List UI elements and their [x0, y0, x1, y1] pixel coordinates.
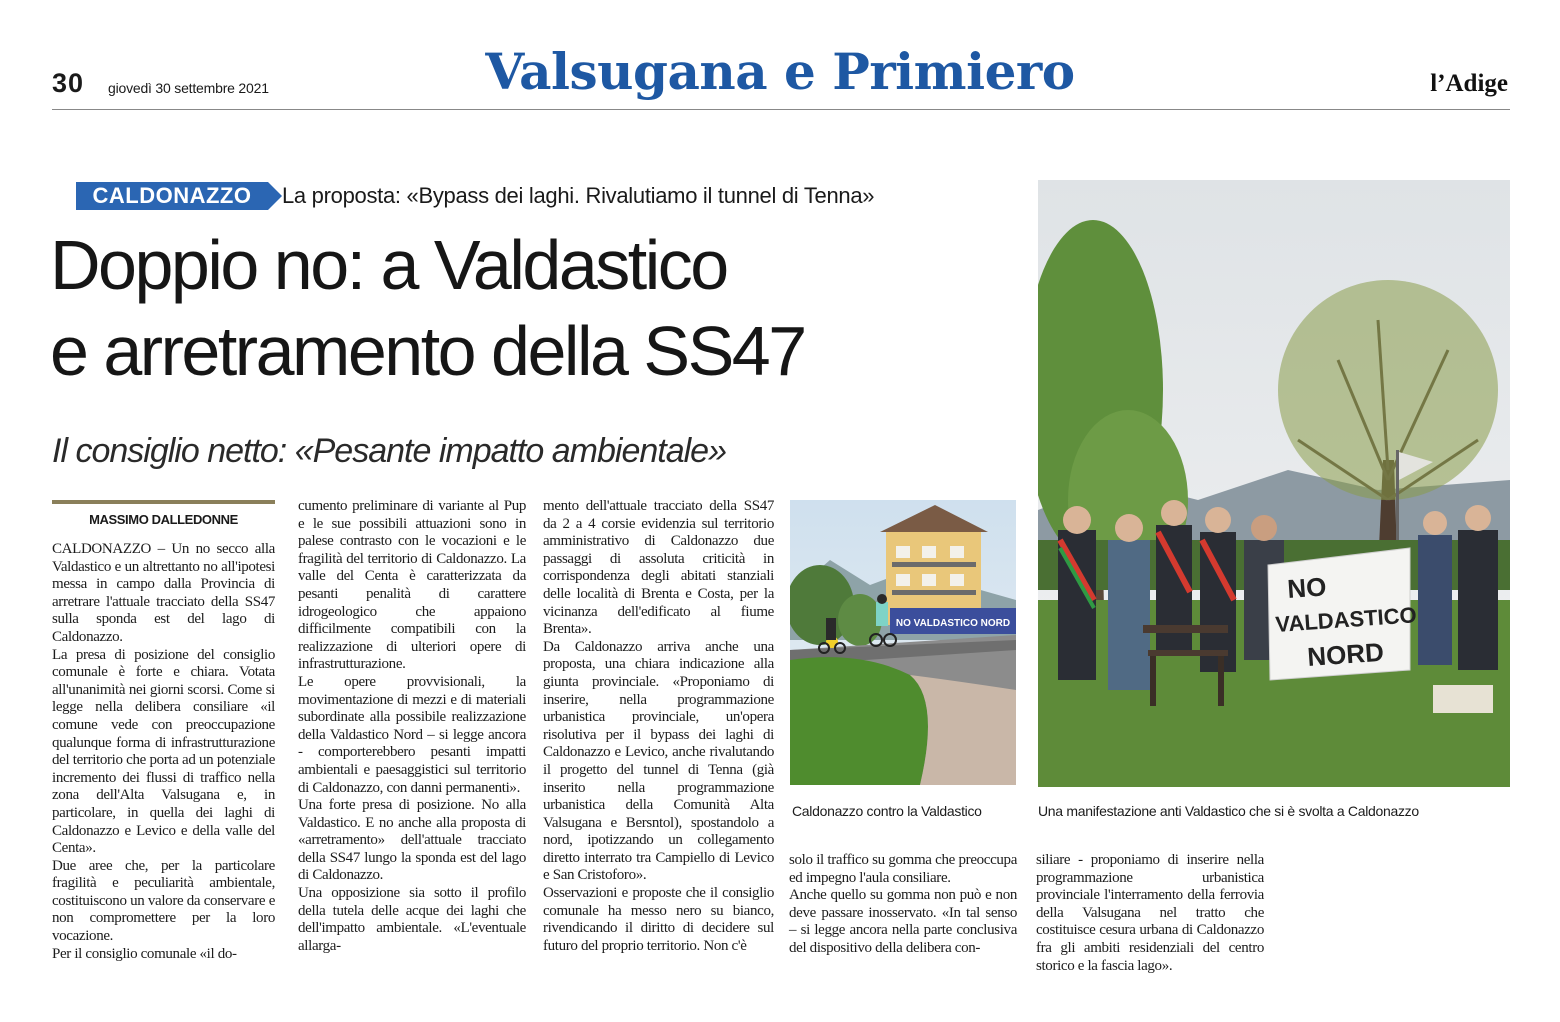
article-column-2 [298, 498, 526, 955]
article-column-3 [543, 498, 774, 955]
kicker-tag-label: CALDONAZZO [92, 183, 252, 208]
photo-caption-2: Una manifestazione anti Valdastico che si è svolta a Caldonazzo [1038, 803, 1419, 819]
banner-text-line-2: VALDASTICO [1274, 602, 1418, 637]
paragraph: cumento preliminare di variante al Pup e le sue possibili attuazioni sono in palese contrasto con le vocazioni e le fragilità del territorio di Caldonazzo. La valle del Centa è caratterizzata da pesanti penalità di carattere idrogeologico che appaiono difficilmente compatibili con la realizzazione di ulteriori opere di infrastrutturazione. [298, 498, 526, 673]
banner-text-line-1: NO [1286, 571, 1328, 604]
photo-caption-1: Caldonazzo contro la Valdastico [792, 803, 982, 819]
photo-cyclists-illustration [790, 500, 1016, 785]
page-date: giovedì 30 settembre 2021 [108, 80, 269, 96]
article-column-4 [789, 852, 1017, 958]
section-title: Valsugana e Primiero [485, 42, 1075, 101]
byline: MASSIMO DALLEDONNE [89, 512, 238, 527]
subheadline: Il consiglio netto: «Pesante impatto ambientale» [52, 432, 727, 470]
paragraph: Una forte presa di posizione. No alla Valdastico. E no anche alla proposta di «arretramento» dell'attuale tracciato della SS47 lungo la sponda est del lago di Caldonazzo. [298, 797, 526, 884]
header-divider [52, 109, 1510, 110]
paragraph: Le opere provvisionali, la movimentazione di mezzi e di materiali subordinate alla possibile realizzazione della Valdastico Nord – si legge ancora - comporterebbero pesanti impatti ambientali e paesaggistici sul territorio di Caldonazzo, con danni permanenti». [298, 673, 526, 796]
banner-text-line-3: NORD [1306, 636, 1385, 672]
article-column-5 [1036, 852, 1264, 975]
paragraph: Per il consiglio comunale «il do- [52, 945, 237, 962]
paragraph: Da Caldonazzo arriva anche una proposta, una chiara indicazione alla giunta provinciale. «Proponiamo di inserire, nella programmazione urbanistica provinciale, un'opera risolutiva per il bypass dei laghi di Caldonazzo e Levico, anche rivalutando il progetto del tunnel di Tenna (già inserito nella programmazione urbanistica della Comunità Alta Valsugana e Bersntol), spostandolo a nord, ipotizzando un collegamento diretto interrato tra Campiello di Levico e San Cristoforo». [543, 638, 774, 884]
photo-protest-illustration [1038, 180, 1510, 787]
paragraph: solo il traffico su gomma che preoccupa ed impegno l'aula consiliare. [789, 852, 1017, 886]
article-column-1 [52, 541, 275, 963]
paragraph: Osservazioni e proposte che il consiglio comunale ha messo nero su bianco, rivendicando il diritto di decidere sul futuro del proprio territorio. Non c'è [543, 885, 774, 954]
headline-line-2: e arretramento della SS47 [50, 312, 805, 390]
paragraph: Due aree che, per la particolare fragilità e peculiarità ambientale, costituiscono un valore da conservare e non compromettere per la loro vocazione. [52, 857, 275, 945]
paragraph: Anche quello su gomma non può e non deve passare inosservato. «In tal senso – si legge ancora nella parte conclusiva del dispositivo della delibera con- [789, 887, 1017, 956]
newspaper-logo: l’Adige [1430, 70, 1508, 97]
paragraph: mento dell'attuale tracciato della SS47 da 2 a 4 corsie evidenzia sul territorio amministrativo di Caldonazzo due passaggi di assoluta criticità in corrispondenza degli abitati stanziali delle località di Brenta e Costa, per la vicinanza dell'edificato al fiume Brenta». [543, 498, 774, 638]
paragraph: La presa di posizione del consiglio comunale è forte e chiara. Votata all'unanimità nei giorni scorsi. Come si legge nella delibera consiliare «il comune vede con preoccupazione qualunque forma di infrastrutturazione del territorio che porta ad un potenziale incremento dei flussi di traffico nella zona dell'Alta Valsugana e, in particolare, in quella dei laghi di Caldonazzo e Levico e della valle del Centa». [52, 646, 275, 857]
photo-sign-text: NO VALDASTICO NORD [895, 618, 1011, 629]
page-number: 30 [52, 68, 85, 98]
kicker-text: La proposta: «Bypass dei laghi. Rivalutiamo il tunnel di Tenna» [282, 183, 875, 208]
headline-line-1: Doppio no: a Valdastico [50, 226, 727, 304]
paragraph: CALDONAZZO – Un no secco alla Valdastico e un altrettanto no all'ipotesi messa in campo dalla Provincia di arretrare l'attuale tracciato della SS47 sulla sponda est del lago di Caldonazzo. [52, 541, 275, 645]
paragraph: Una opposizione sia sotto il profilo della tutela delle acque dei laghi che dell'impatto ambientale. «L'eventuale allarga- [298, 885, 526, 954]
photo-protest [1038, 180, 1510, 787]
photo-cyclists [790, 500, 1016, 785]
headline [50, 222, 1030, 394]
paragraph: siliare - proponiamo di inserire nella programmazione urbanistica provinciale l'interramento della ferrovia della Valsugana nel tratto che costituisce cesura urbana di Caldonazzo fra gli ambiti residenziali del centro storico e la fascia lago». [1036, 852, 1264, 974]
byline-rule [52, 500, 275, 504]
kicker-tag [76, 182, 268, 210]
